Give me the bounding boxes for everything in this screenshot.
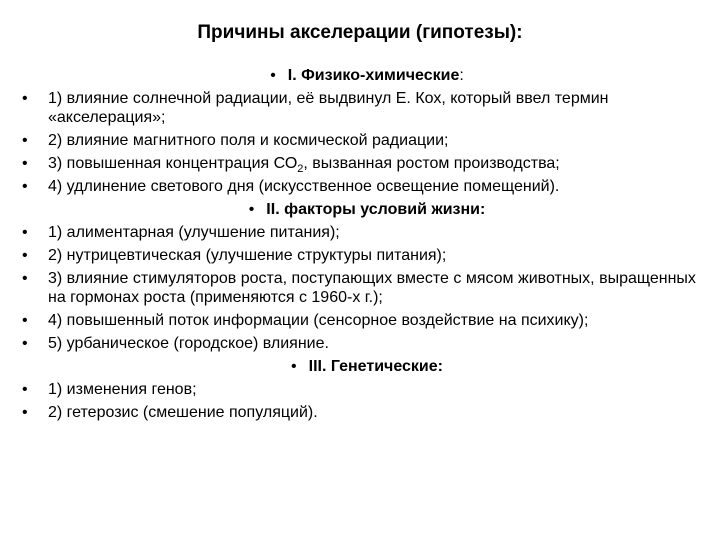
bullet-icon: • — [291, 358, 297, 375]
slide-title: Причины акселерации (гипотезы): — [197, 22, 523, 43]
section-heading-living-conditions — [22, 200, 712, 219]
list-item-text: 4) повышенный поток информации (сенсорное воздействие на психику); — [48, 312, 589, 329]
list-item-text: 5) урбаническое (городское) влияние. — [48, 335, 329, 352]
section-heading-text: III. Генетические: — [308, 358, 443, 375]
list-item-text: 1) влияние солнечной радиации, её выдвинул Е. Кох, который ввел термин «акселерация»; — [48, 90, 609, 126]
list-item — [22, 131, 712, 150]
bullet-icon: • — [22, 381, 28, 398]
bullet-icon: • — [22, 247, 28, 264]
list-item-text: 3) влияние стимуляторов роста, поступающих вместе с мясом животных, выращенных на гормонах роста (применяются с 1960-х г.); — [48, 270, 696, 306]
co2-tail-text: , вызванная ростом производства; — [303, 155, 560, 172]
list-item — [22, 269, 712, 307]
list-item-text: 1) изменения генов; — [48, 381, 197, 398]
bullet-icon: • — [22, 224, 28, 241]
bullet-icon: • — [22, 404, 28, 421]
section-heading-text: I. Физико-химические — [287, 67, 460, 84]
list-item-text: 2) нутрицевтическая (улучшение структуры питания); — [48, 247, 447, 264]
list-item-text: 2) влияние магнитного поля и космической радиации; — [48, 132, 449, 149]
list-item — [22, 177, 712, 196]
list-item-text: 1) алиментарная (улучшение питания); — [48, 224, 340, 241]
list-item — [22, 334, 712, 353]
section-heading-colon: : — [459, 67, 464, 84]
co2-subscript: 2 — [297, 163, 304, 176]
bullet-icon: • — [248, 201, 255, 218]
bullet-icon: • — [270, 67, 276, 84]
section-heading-genetic — [22, 357, 712, 376]
bullet-icon: • — [22, 132, 28, 149]
bullet-icon: • — [22, 335, 28, 352]
bullet-icon: • — [22, 178, 28, 195]
list-item-text: 2) гетерозис (смешение популяций). — [48, 404, 318, 421]
list-item — [22, 246, 712, 265]
hypotheses-list — [22, 66, 712, 426]
bullet-icon: • — [22, 155, 28, 172]
list-item — [22, 403, 712, 422]
co2-text: 3) повышенная концентрация СО — [48, 155, 298, 172]
list-item-text: 4) удлинение светового дня (искусственное освещение помещений). — [48, 178, 560, 195]
section-heading-physicochemical — [22, 66, 712, 85]
list-item — [22, 154, 712, 176]
bullet-icon: • — [22, 270, 28, 287]
list-item — [22, 223, 712, 242]
list-item-text — [48, 155, 560, 176]
list-item — [22, 380, 712, 399]
list-item — [22, 311, 712, 330]
section-heading-text: II. факторы условий жизни: — [266, 201, 486, 218]
bullet-icon: • — [22, 312, 28, 329]
bullet-icon: • — [22, 90, 28, 107]
list-item — [22, 89, 712, 127]
